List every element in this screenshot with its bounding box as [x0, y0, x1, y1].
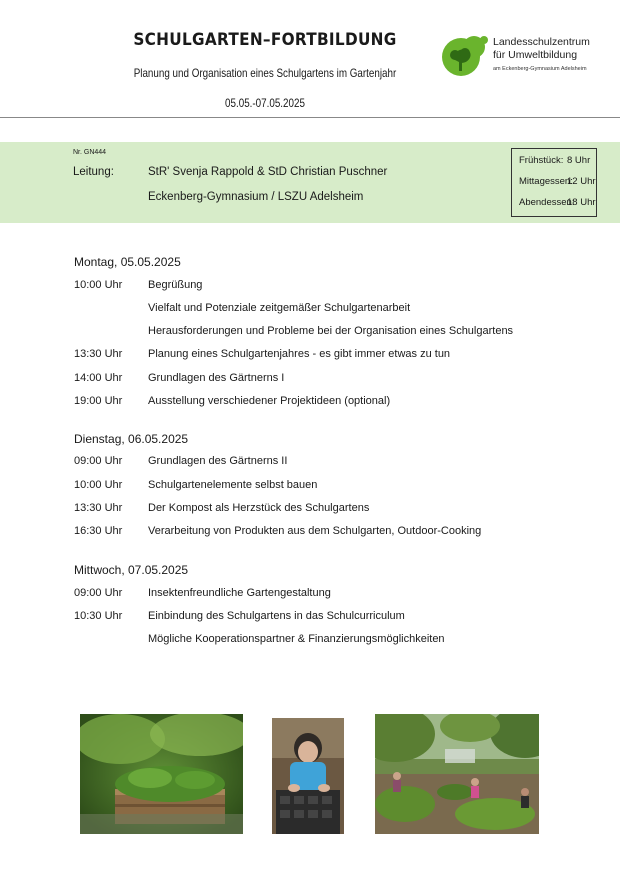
- info-band: [0, 142, 620, 223]
- schedule-item: Einbindung des Schulgartens in das Schulcurriculum: [148, 610, 405, 622]
- day-heading: Dienstag, 06.05.2025: [74, 432, 189, 446]
- schedule-time: 13:30 Uhr: [74, 348, 123, 360]
- leitung-label: Leitung:: [73, 166, 114, 178]
- logo-line3: am Eckenberg-Gymnasium Adelsheim: [493, 66, 587, 72]
- page-subtitle: Planung und Organisation eines Schulgartens im Gartenjahr: [133, 66, 397, 80]
- schedule-item: Insektenfreundliche Gartengestaltung: [148, 587, 331, 599]
- meal-lunch: Mittagessen: 12 Uhr: [519, 176, 596, 187]
- schedule-item: Ausstellung verschiedener Projektideen (optional): [148, 395, 391, 407]
- day-heading: Montag, 05.05.2025: [74, 255, 181, 269]
- leitung-names: StR' Svenja Rappold & StD Christian Puschner: [148, 166, 388, 178]
- lszu-logo: [441, 33, 611, 83]
- photo-child-sowing: [272, 718, 344, 834]
- page-title: SCHULGARTEN–FORTBILDUNG: [133, 30, 397, 50]
- schedule-item: Mögliche Kooperationspartner & Finanzierungsmöglichkeiten: [148, 633, 445, 645]
- photo-raised-bed: [80, 714, 243, 834]
- schedule-time: 10:30 Uhr: [74, 610, 123, 622]
- schedule-item: Verarbeitung von Produkten aus dem Schulgarten, Outdoor-Cooking: [148, 525, 482, 537]
- course-dates: 05.05.-07.05.2025: [225, 96, 305, 110]
- schedule-item: Der Kompost als Herzstück des Schulgartens: [148, 502, 370, 514]
- schedule-item: Grundlagen des Gärtnerns I: [148, 372, 285, 384]
- photo-garden-group: [375, 714, 539, 834]
- schedule-time: 16:30 Uhr: [74, 525, 123, 537]
- schedule-item: Vielfalt und Potenziale zeitgemäßer Schulgartenarbeit: [148, 302, 411, 314]
- schedule-item: Begrüßung: [148, 279, 203, 291]
- schedule-time: 09:00 Uhr: [74, 455, 123, 467]
- meal-dinner: Abendessen: 18 Uhr: [519, 197, 596, 208]
- meal-breakfast: Frühstück: 8 Uhr: [519, 155, 591, 166]
- schedule-time: 09:00 Uhr: [74, 587, 123, 599]
- course-number: Nr. GN444: [73, 149, 107, 156]
- meal-times-box: [511, 148, 597, 217]
- schedule-item: Herausforderungen und Probleme bei der Organisation eines Schulgartens: [148, 325, 514, 337]
- tree-logo-icon: [441, 33, 491, 79]
- day-heading: Mittwoch, 07.05.2025: [74, 563, 189, 577]
- schedule-time: 19:00 Uhr: [74, 395, 123, 407]
- schedule-item: Planung eines Schulgartenjahres - es gibt immer etwas zu tun: [148, 348, 451, 360]
- schedule-time: 10:00 Uhr: [74, 479, 123, 491]
- schedule-item: Schulgartenelemente selbst bauen: [148, 479, 318, 491]
- leitung-school: Eckenberg-Gymnasium / LSZU Adelsheim: [148, 191, 364, 203]
- schedule-time: 13:30 Uhr: [74, 502, 123, 514]
- schedule-time: 10:00 Uhr: [74, 279, 123, 291]
- logo-line2: für Umweltbildung: [493, 49, 578, 61]
- schedule-item: Grundlagen des Gärtnerns II: [148, 455, 288, 467]
- logo-line1: Landesschulzentrum: [493, 36, 590, 48]
- schedule-time: 14:00 Uhr: [74, 372, 123, 384]
- header-divider: [0, 117, 620, 118]
